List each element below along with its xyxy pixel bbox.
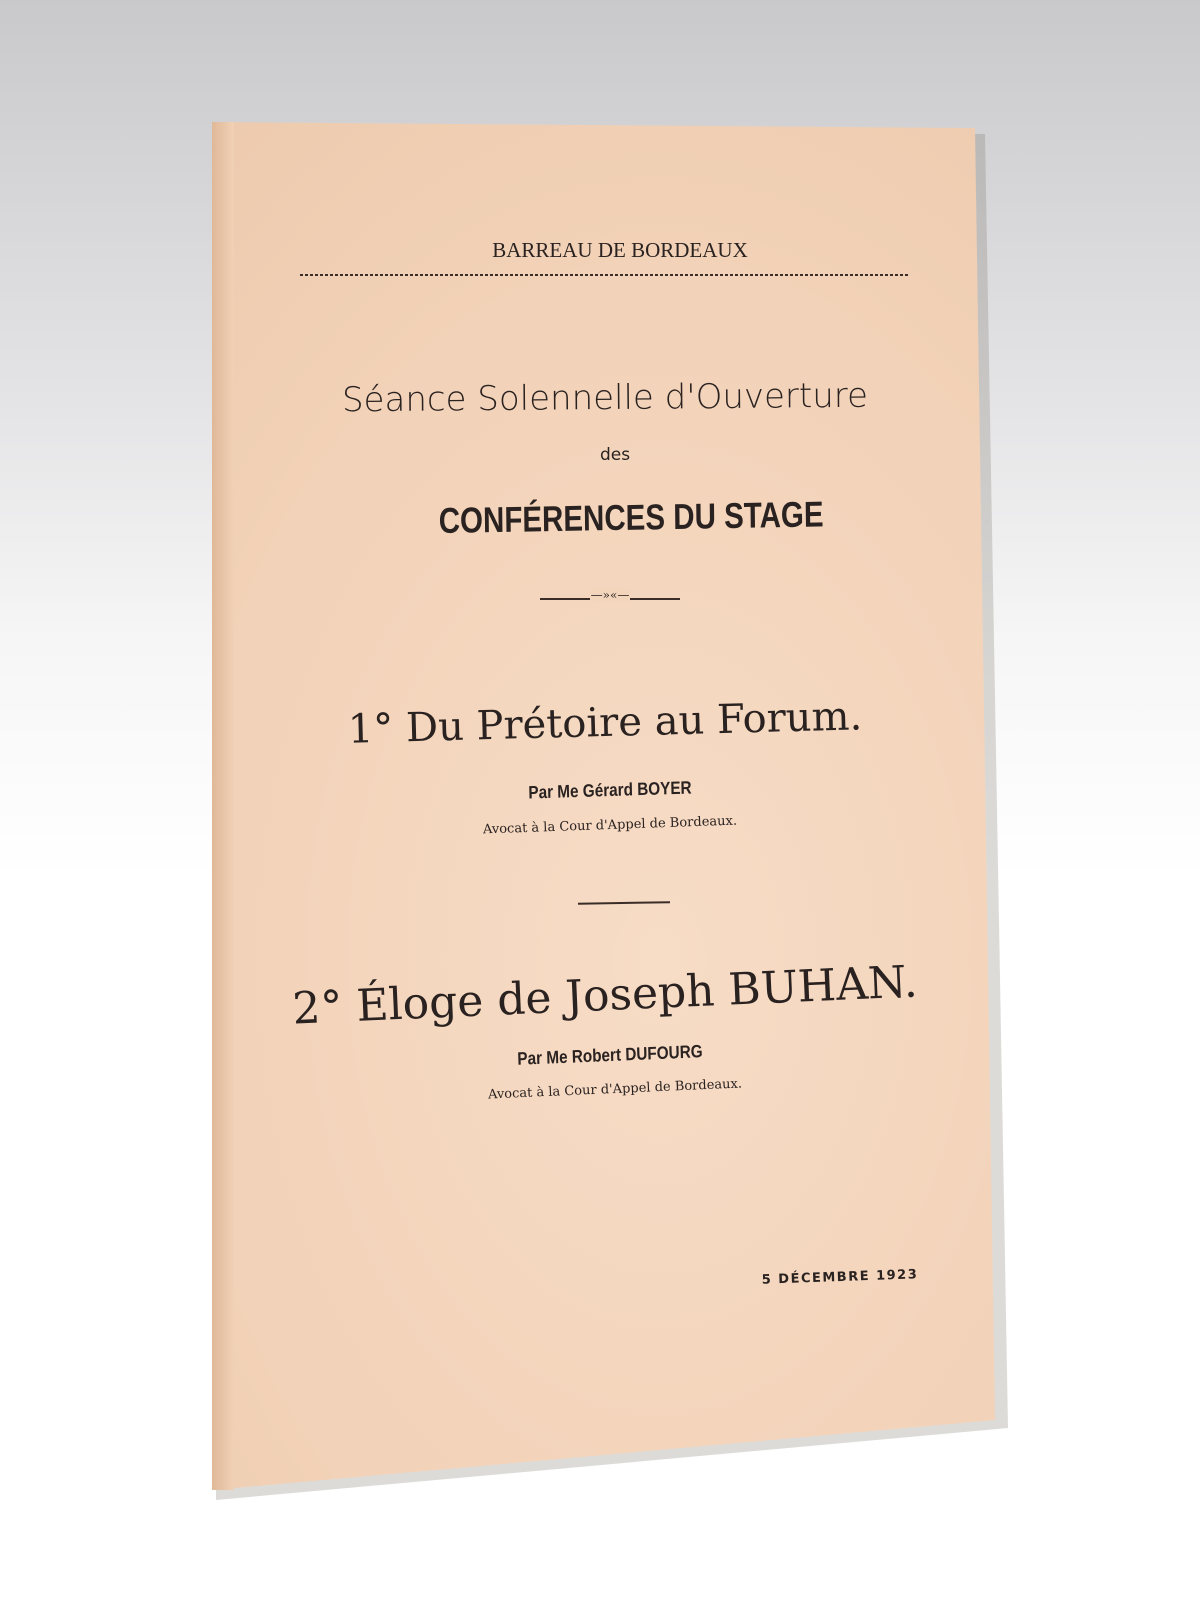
wavy-divider	[300, 274, 910, 276]
part2-title: 2° Éloge de Joseph BUHAN.	[291, 956, 919, 1035]
ornament: —»«—	[590, 588, 630, 602]
date: 5 DÉCEMBRE 1923	[761, 1267, 919, 1288]
publisher: BARREAU DE BORDEAUX	[492, 238, 748, 262]
part1-author: Par Me Gérard BOYER	[528, 777, 692, 803]
part1-affiliation: Avocat à la Cour d'Appel de Bordeaux.	[482, 813, 738, 838]
part2-author: Par Me Robert DUFOURG	[517, 1041, 703, 1069]
part2-affiliation: Avocat à la Cour d'Appel de Bordeaux.	[487, 1076, 743, 1103]
title-line-1: Séance Solennelle d'Ouverture	[341, 375, 869, 421]
title-line-3: CONFÉRENCES DU STAGE	[438, 493, 824, 541]
title-line-2: des	[599, 445, 631, 465]
book-spine	[212, 122, 234, 1490]
part1-title: 1° Du Prétoire au Forum.	[347, 693, 863, 753]
